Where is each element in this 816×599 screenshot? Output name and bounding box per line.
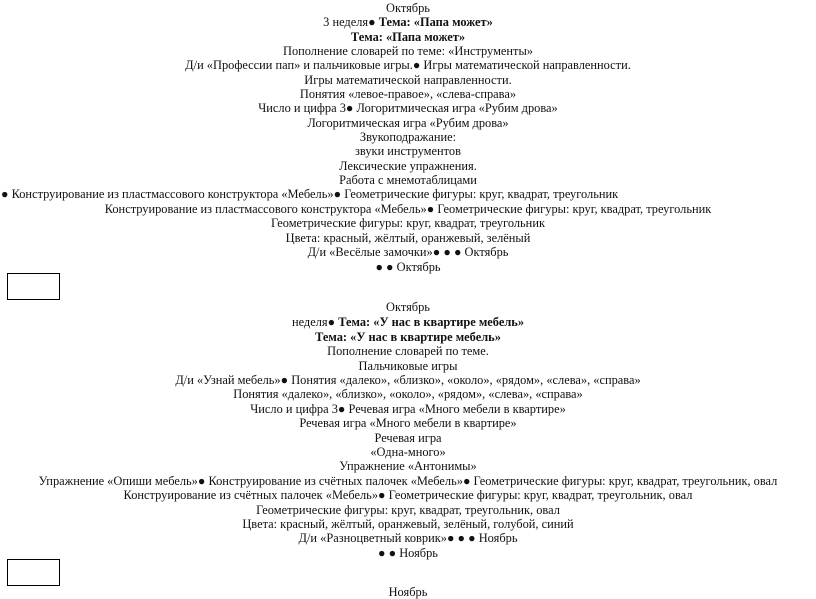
text-line: [0, 245, 816, 259]
bullet-icon: ●: [337, 402, 346, 416]
text-line: [0, 459, 816, 473]
text-line-content: звуки инструментов: [355, 144, 461, 158]
text-line-content: Геометрические фигуры: круг, квадрат, треугольник: [437, 202, 712, 216]
text-line: [0, 503, 816, 517]
text-line: [0, 531, 816, 545]
text-line-content: Логоритмическая игра «Рубим дрова»: [356, 101, 558, 115]
bullet-icon: ●: [426, 202, 435, 216]
text-line-content: Работа с мнемотаблицами: [339, 173, 477, 187]
text-line-content: Конструирование из пластмассового конструктора «Мебель»: [11, 187, 334, 201]
text-line-content: Конструирование из пластмассового конструктора «Мебель»: [104, 202, 427, 216]
text-line-content: Конструирование из счётных палочек «Мебель»: [123, 488, 379, 502]
text-line-content: Д/и «Профессии пап» и пальчиковые игры.: [185, 58, 413, 72]
text-line: [0, 474, 816, 488]
bullet-icon: ●: [443, 245, 451, 259]
text-line-content: Лексические упражнения.: [339, 159, 477, 173]
bullet-icon: ●: [345, 101, 354, 115]
empty-box: [7, 273, 60, 300]
text-line: [0, 116, 816, 130]
text-line-content: Логоритмическая игра «Рубим дрова»: [307, 116, 509, 130]
topic-heading-text: Тема: «Папа может»: [350, 30, 466, 44]
topic-text: Тема: «Папа может»: [378, 15, 493, 29]
text-line-content: Д/и «Узнай мебель»: [175, 373, 281, 387]
text-line: [0, 144, 816, 158]
week-topic-line: [0, 15, 816, 29]
text-line-content: Геометрические фигуры: круг, квадрат, треугольник: [344, 187, 619, 201]
topic-heading: [0, 30, 816, 44]
month-text: Октябрь: [386, 1, 430, 15]
week-text: неделя: [291, 315, 328, 329]
bullet-icon: ●: [457, 531, 466, 545]
bullet-icon: ●: [462, 474, 471, 488]
text-line-content: Октябрь: [464, 245, 509, 259]
text-line: [0, 202, 816, 216]
text-line: [0, 231, 816, 245]
bullet-icon: ●: [378, 488, 386, 502]
text-line-content: Конструирование из счётных палочек «Мебель»: [208, 474, 463, 488]
text-line-content: Речевая игра «Много мебели в квартире»: [299, 416, 517, 430]
bullet-icon: ●: [468, 531, 476, 545]
month-heading: [0, 585, 816, 599]
month-heading: [0, 1, 816, 15]
topic-text: Тема: «У нас в квартире мебель»: [338, 315, 525, 329]
text-line-content: Число и цифра 3: [250, 402, 338, 416]
text-line-content: Понятия «далеко», «близко», «около», «рядом», «слева», «справа»: [291, 373, 641, 387]
text-line: [0, 402, 816, 416]
text-line-content: Октябрь: [396, 260, 441, 274]
text-line-content: Речевая игра: [374, 431, 442, 445]
text-line-content: Ноябрь: [399, 546, 438, 560]
text-line: [0, 373, 816, 387]
text-line-content: Игры математической направленности.: [423, 58, 631, 72]
bullet-icon: ●: [280, 373, 289, 387]
text-line: [0, 431, 816, 445]
text-line-content: Понятия «левое-правое», «слева-справа»: [299, 87, 517, 101]
text-line: [0, 73, 816, 87]
month-heading: [0, 300, 816, 314]
text-line-content: Д/и «Разноцветный коврик»: [298, 531, 447, 545]
bullet-icon: ●: [333, 187, 342, 201]
bullet-icon: ●: [446, 531, 455, 545]
bullet-icon: ●: [375, 260, 383, 274]
text-line-content: Пальчиковые игры: [358, 359, 458, 373]
empty-box: [7, 559, 60, 586]
text-line: [0, 546, 816, 560]
topic-heading: [0, 330, 816, 344]
bullet-icon: ●: [432, 245, 441, 259]
text-line: [0, 58, 816, 72]
month-text: Октябрь: [386, 300, 430, 314]
text-line: [0, 445, 816, 459]
text-line-content: Пополнение словарей по теме.: [327, 344, 489, 358]
text-line-content: Геометрические фигуры: круг, квадрат, треугольник, овал: [388, 488, 693, 502]
bullet-icon: ●: [378, 546, 386, 560]
bullet-icon: ●: [1, 187, 9, 201]
bullet-icon: ●: [368, 15, 376, 29]
text-line-content: Геометрические фигуры: круг, квадрат, треугольник, овал: [473, 474, 778, 488]
text-line-content: Ноябрь: [478, 531, 518, 545]
text-line-content: Д/и «Весёлые замочки»: [307, 245, 433, 259]
text-line-content: Пополнение словарей по теме: «Инструменты»: [283, 44, 533, 58]
bullet-icon: ●: [412, 58, 421, 72]
text-line: [0, 130, 816, 144]
text-line: [0, 216, 816, 230]
text-line: [0, 260, 816, 274]
week-text: 3 неделя: [323, 15, 369, 29]
text-line: [0, 87, 816, 101]
text-line: [1, 187, 816, 201]
text-line: [0, 387, 816, 401]
bullet-icon: ●: [453, 245, 462, 259]
text-line-content: Упражнение «Антонимы»: [339, 459, 477, 473]
text-line: [0, 101, 816, 115]
text-line-content: Цвета: красный, жёлтый, оранжевый, зелёный: [285, 231, 531, 245]
text-line-content: Понятия «далеко», «близко», «около», «рядом», «слева», «справа»: [233, 387, 583, 401]
text-line-content: Звукоподражание:: [359, 130, 457, 144]
text-line: [0, 416, 816, 430]
text-line-content: Число и цифра 3: [258, 101, 346, 115]
text-line: [0, 344, 816, 358]
text-line: [0, 44, 816, 58]
week-topic-line: [0, 315, 816, 329]
text-line-content: Геометрические фигуры: круг, квадрат, треугольник: [271, 216, 545, 230]
text-line: [0, 517, 816, 531]
text-line: [0, 359, 816, 373]
bullet-icon: ●: [197, 474, 206, 488]
text-line: [0, 159, 816, 173]
month-text: Ноябрь: [388, 585, 428, 599]
topic-heading-text: Тема: «У нас в квартире мебель»: [315, 330, 501, 344]
text-line: [0, 488, 816, 502]
text-line-content: Речевая игра «Много мебели в квартире»: [348, 402, 566, 416]
text-line-content: Упражнение «Опиши мебель»: [38, 474, 198, 488]
text-line-content: «Одна-много»: [370, 445, 446, 459]
text-line-content: Цвета: красный, жёлтый, оранжевый, зелёный, голубой, синий: [242, 517, 574, 531]
text-line: [0, 173, 816, 187]
text-line-content: Геометрические фигуры: круг, квадрат, треугольник, овал: [256, 503, 560, 517]
bullet-icon: ●: [327, 315, 336, 329]
text-line-content: Игры математической направленности.: [304, 73, 512, 87]
bullet-icon: ●: [388, 546, 397, 560]
bullet-icon: ●: [386, 260, 394, 274]
